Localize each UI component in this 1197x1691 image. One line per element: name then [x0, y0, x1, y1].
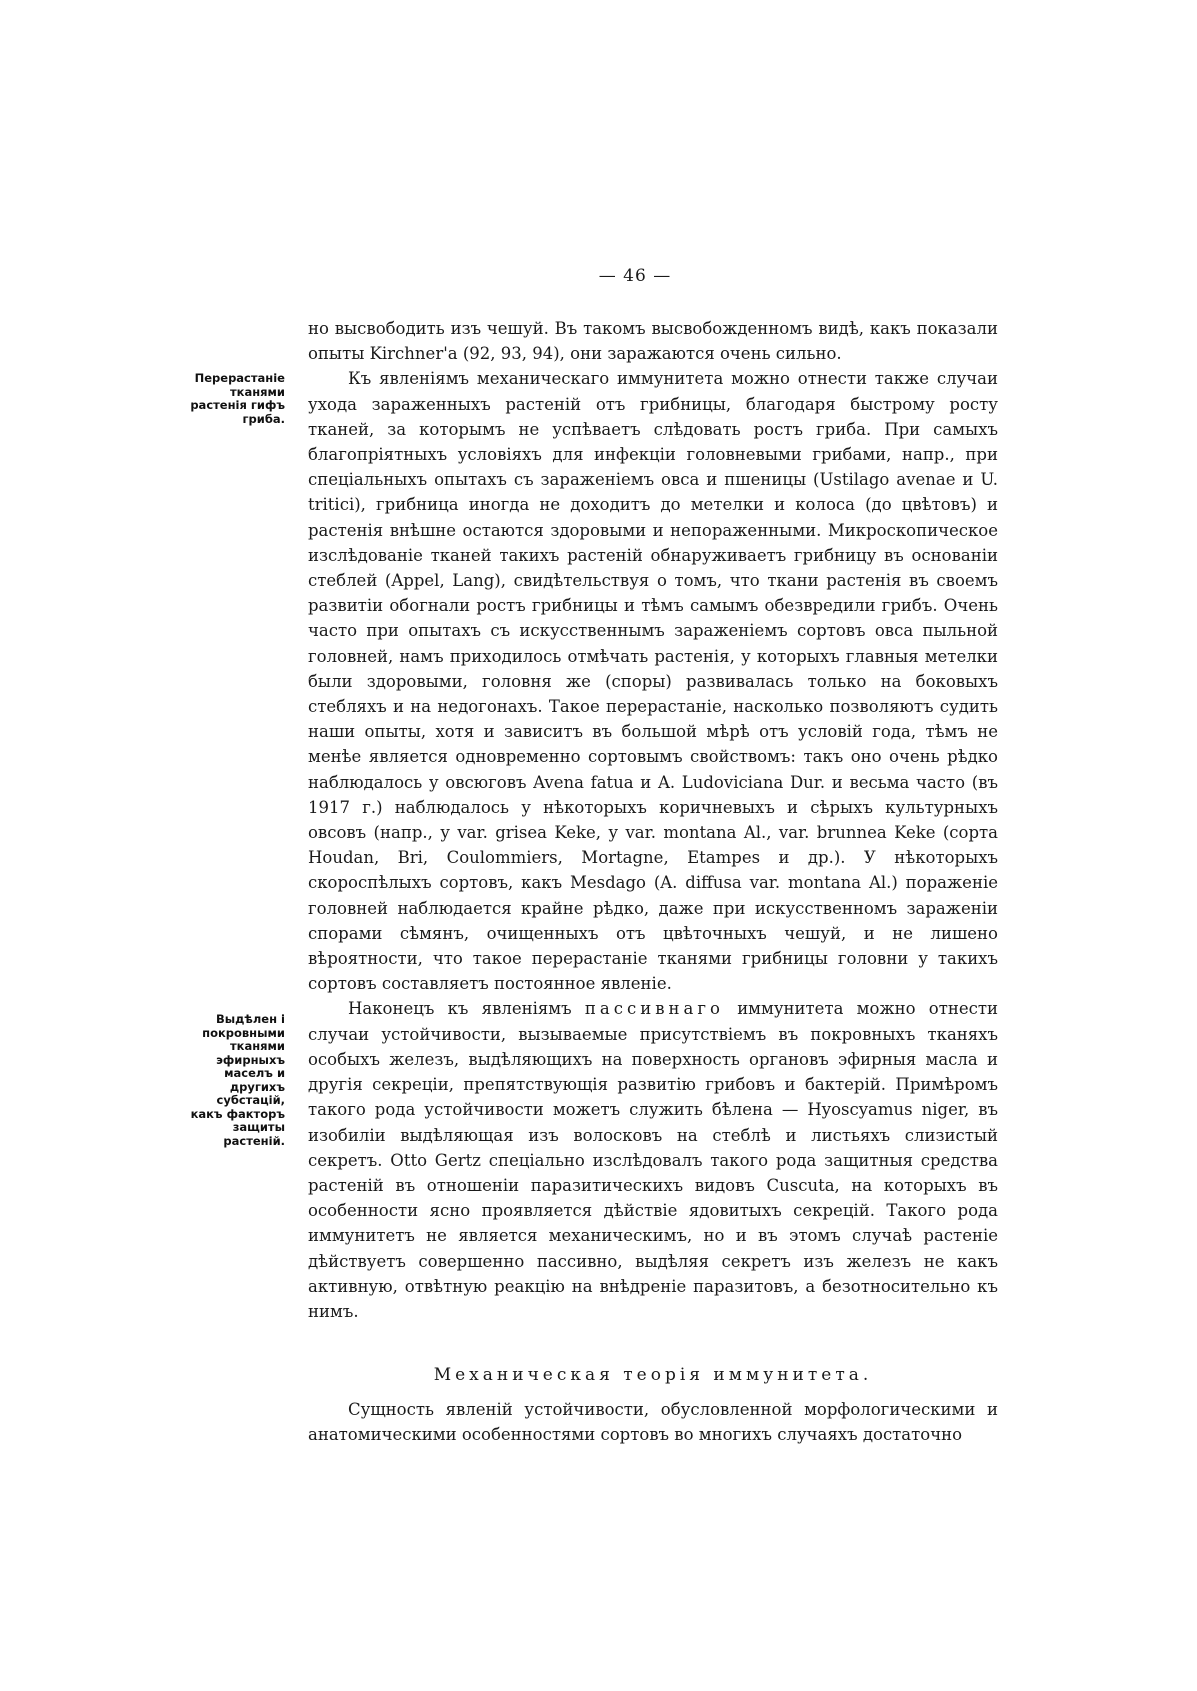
- body-text: [308, 316, 998, 1324]
- paragraph-passive-immunity: [308, 996, 998, 1324]
- paragraph-passive-start: Наконецъ къ явленіямъ: [348, 999, 572, 1019]
- section-title: Механическая теорія иммунитета.: [433, 1365, 873, 1385]
- margin-note-overgrowth: Перерастаніе тканями растенія гифъ гриба.: [190, 371, 285, 426]
- margin-note-secretions: Выдѣлен і покровными тканями эфирныхъ маселъ и другихъ субстацій, какъ факторъ защиты растеній.: [190, 1012, 285, 1148]
- paragraph-overgrowth: Къ явленіямъ механическаго иммунитета можно отнести также случаи ухода зараженныхъ растеній отъ грибницы, благодаря быстрому росту тканей, за которымъ не успѣваетъ слѣдовать ростъ гриба. При самыхъ благопріятныхъ условіяхъ для инфекціи головневыми грибами, напр., при спеціальныхъ опытахъ съ зараженіемъ овса и пшеницы (Ustilago avenae и U. tritici), грибница иногда не доходитъ до метелки и колоса (до цвѣтовъ) и растенія внѣшне остаются здоровыми и непораженными. Микроскопическое изслѣдованіе тканей такихъ растеній обнаруживаетъ грибницу въ основаніи стеблей (Appel, Lang), свидѣтельствуя о томъ, что ткани растенія въ своемъ развитіи обогнали ростъ грибницы и тѣмъ самымъ обезвредили грибъ. Очень часто при опытахъ съ искусственнымъ зараженіемъ сортовъ овса пыльной головней, намъ приходилось отмѣчать растенія, у которыхъ главныя метелки были здоровыми, головня же (споры) развивалась только на боковыхъ стебляхъ и на недогонахъ. Такое перерастаніе, насколько позволяютъ судить наши опыты, хотя и зависитъ въ большой мѣрѣ отъ условій года, тѣмъ не менѣе является одновременно сортовымъ свойствомъ: такъ оно очень рѣдко наблюдалось у овсюговъ Avena fatua и A. Ludoviciana Dur. и весьма часто (въ 1917 г.) наблюдалось у нѣкоторыхъ коричневыхъ и сѣрыхъ культурныхъ овсовъ (напр., у var. grisea Keke, у var. montana Al., var. brunnea Keke (сорта Houdan, Bri, Coulommiers, Mortagne, Etampes и др.). У нѣкоторыхъ скороспѣлыхъ сортовъ, какъ Mesdago (A. diffusa var. montana Al.) пораженіе головней наблюдается крайне рѣдко, даже при искусственномъ зараженіи спорами сѣмянъ, очищенныхъ отъ цвѣточныхъ чешуй, и не лишено вѣроятности, что такое перерастаніе тканями грибницы головни у такихъ сортовъ составляетъ постоянное явленіе.: [308, 369, 998, 994]
- page-number: — 46 —: [598, 266, 672, 286]
- paragraph-passive-rest: иммунитета можно отнести случаи устойчивости, вызываемые присутствіемъ въ покровныхъ тканяхъ особыхъ железъ, выдѣляющихъ на поверхность органовъ эфирныя масла и другія секреціи, препятствующія развитію грибовъ и бактерій. Примѣромъ такого рода устойчивости можетъ служить бѣлена — Hyoscyamus niger, въ изобиліи выдѣляющая изъ волосковъ на стеблѣ и листьяхъ слизистый секретъ. Otto Gertz спеціально изслѣдовалъ такого рода защитныя средства растеній въ отношеніи паразитическихъ видовъ Cuscuta, на которыхъ въ особенности ясно проявляется дѣйствіе ядовитыхъ секрецій. Такого рода иммунитетъ не является механическимъ, но и въ этомъ случаѣ растеніе дѣйствуетъ совершенно пассивно, выдѣляя секретъ изъ железъ не какъ активную, отвѣтную реакцію на внѣдреніе паразитовъ, а безотносительно къ нимъ.: [308, 999, 998, 1321]
- paragraph-continuation: но высвободить изъ чешуй. Въ такомъ высвобожденномъ видѣ, какъ показали опыты Kirchner'a (92, 93, 94), они заражаются очень сильно.: [308, 319, 998, 364]
- emphasis-passive: пассивнаго: [584, 999, 724, 1019]
- section-lead-paragraph: Сущность явленій устойчивости, обусловленной морфологическими и анатомическими особенностями сортовъ во многихъ случаяхъ достаточно: [308, 1400, 998, 1445]
